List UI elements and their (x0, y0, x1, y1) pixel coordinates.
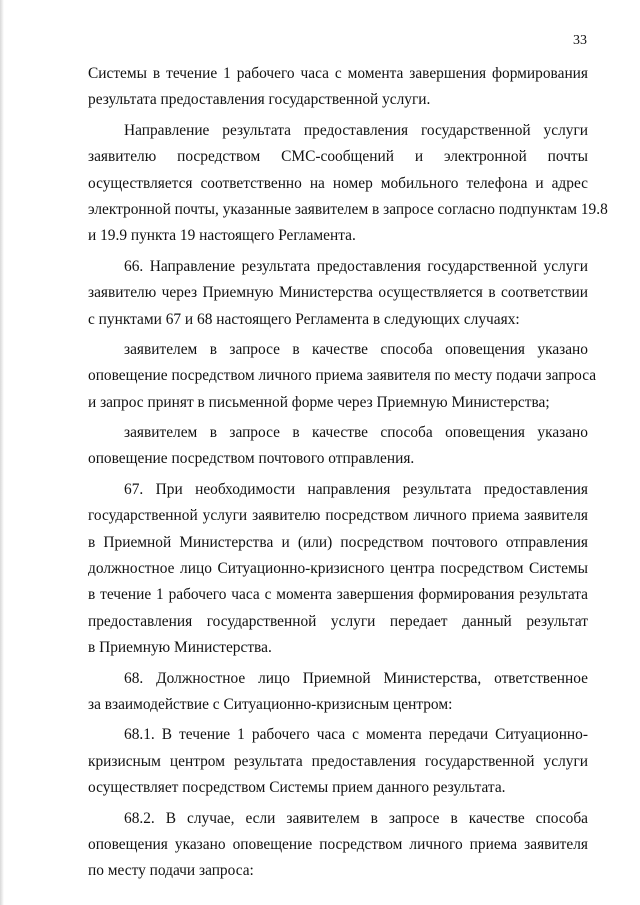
text-line: 68.1. В течение 1 рабочего часа с момента передачи Ситуационно- (124, 726, 588, 744)
text-line: заявителем в запросе в качестве способа оповещения указано (124, 424, 588, 442)
text-line: заявителю через Приемную Министерства осуществляется в соответствии (88, 284, 588, 302)
text-line: заявителю посредством СМС-сообщений и электронной почты (88, 148, 588, 166)
text-line: по месту подачи запроса: (88, 862, 254, 880)
text-line: предоставления государственной услуги передает данный результат (88, 612, 588, 630)
text-line: должностное лицо Ситуационно-кризисного центра посредством Системы (88, 560, 588, 578)
paragraph (88, 666, 588, 719)
text-line: осуществляет посредством Системы прием данного результата. (88, 779, 506, 797)
paragraph (88, 806, 588, 885)
text-line: за взаимодействие с Ситуационно-кризисным центром: (88, 695, 453, 713)
paragraph (88, 254, 588, 333)
text-line: и запрос принят в письменной форме через Приемную Министерства; (88, 393, 550, 411)
text-line: Направление результата предоставления государственной услуги (124, 121, 588, 139)
paragraph (88, 118, 608, 250)
document-body (88, 61, 608, 885)
paragraph (88, 337, 597, 416)
text-line: результата предоставления государственной услуги. (88, 91, 431, 109)
text-line: и 19.9 пункта 19 настоящего Регламента. (88, 227, 356, 245)
text-line: в Приемной Министерства и (или) посредством почтового отправления (88, 533, 588, 551)
text-line: 67. При необходимости направления результата предоставления (124, 480, 588, 498)
paragraph (88, 477, 588, 662)
text-line: электронной почты, указанные заявителем в запросе согласно подпунктам 19.8 (88, 200, 608, 218)
paragraph (88, 722, 588, 801)
text-line: оповещение посредством личного приема заявителя по месту подачи запроса (88, 367, 597, 385)
text-line: заявителем в запросе в качестве способа оповещения указано (124, 340, 588, 358)
paragraph (88, 61, 588, 114)
paragraph (88, 420, 588, 473)
text-line: оповещения указано оповещение посредством личного приема заявителя (88, 835, 588, 853)
text-line: кризисным центром результата предоставления государственной услуги (88, 752, 588, 770)
scan-edge (0, 0, 4, 905)
text-line: осуществляется соответственно на номер мобильного телефона и адрес (88, 174, 588, 192)
text-line: с пунктами 67 и 68 настоящего Регламента в следующих случаях: (88, 310, 520, 328)
text-line: государственной услуги заявителю посредством личного приема заявителя (88, 507, 588, 525)
text-line: 66. Направление результата предоставления государственной услуги (124, 257, 588, 275)
text-line: 68.2. В случае, если заявителем в запросе в качестве способа (124, 809, 588, 827)
text-line: оповещение посредством почтового отправления. (88, 450, 415, 468)
text-line: 68. Должностное лицо Приемной Министерства, ответственное (124, 669, 588, 687)
text-line: Системы в течение 1 рабочего часа с момента завершения формирования (88, 65, 588, 82)
text-line: в течение 1 рабочего часа с момента завершения формирования результата (88, 586, 588, 604)
page-number: 33 (573, 33, 587, 48)
text-line: в Приемную Министерства. (88, 639, 272, 657)
